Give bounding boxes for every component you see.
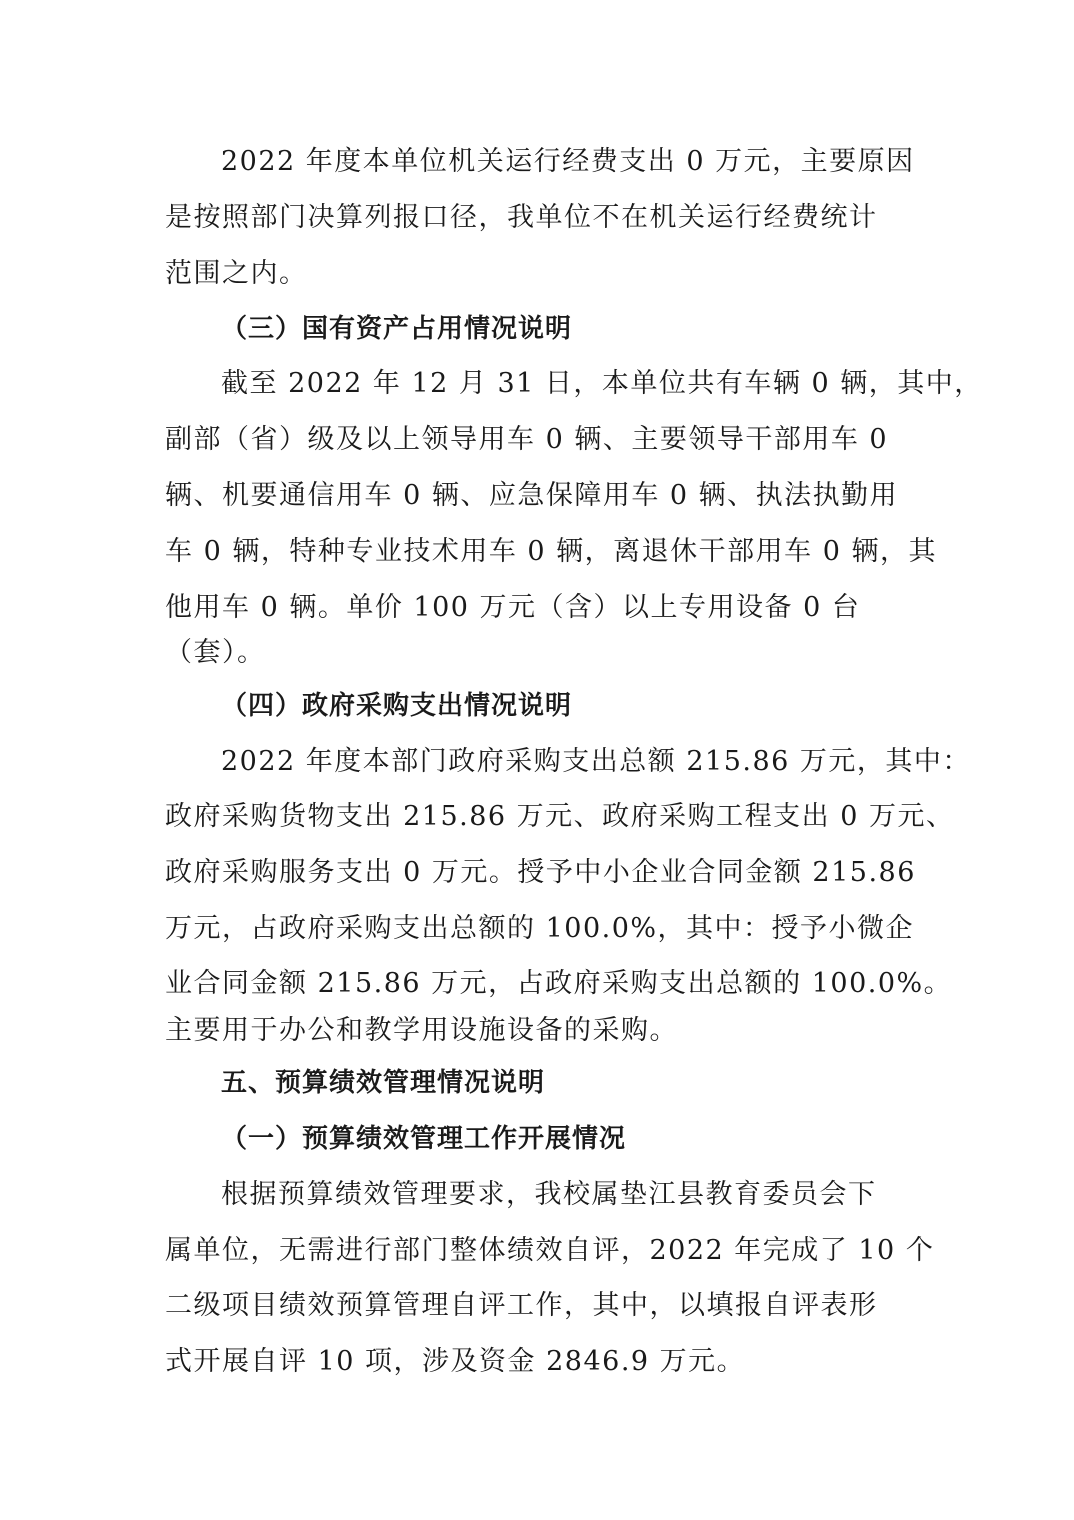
para-line: 辆、机要通信用车 0 辆、应急保障用车 0 辆、执法执勤用 bbox=[165, 480, 899, 511]
para-line: 根据预算绩效管理要求，我校属垫江县教育委员会下 bbox=[221, 1179, 877, 1210]
para-line: 副部（省）级及以上领导用车 0 辆、主要领导干部用车 0 bbox=[165, 424, 889, 455]
para-line: 政府采购货物支出 215.86 万元、政府采购工程支出 0 万元、 bbox=[165, 801, 955, 832]
para-line: 万元，占政府采购支出总额的 100.0%，其中：授予小微企 bbox=[165, 913, 915, 944]
para-line: 业合同金额 215.86 万元，占政府采购支出总额的 100.0%。 bbox=[165, 968, 953, 999]
para-line: 属单位，无需进行部门整体绩效自评，2022 年完成了 10 个 bbox=[165, 1235, 935, 1266]
para-line: （套）。 bbox=[165, 637, 266, 668]
para-line: 范围之内。 bbox=[165, 258, 308, 289]
para-line: 是按照部门决算列报口径，我单位不在机关运行经费统计 bbox=[165, 202, 878, 233]
para-line: 主要用于办公和教学用设施设备的采购。 bbox=[165, 1015, 678, 1046]
para-line: 政府采购服务支出 0 万元。授予中小企业合同金额 215.86 bbox=[165, 857, 916, 888]
para-line: 车 0 辆，特种专业技术用车 0 辆，离退休干部用车 0 辆，其 bbox=[165, 536, 938, 567]
para-line: 他用车 0 辆。单价 100 万元（含）以上专用设备 0 台 bbox=[165, 592, 861, 623]
section-heading-5: 五、预算绩效管理情况说明 bbox=[221, 1068, 546, 1098]
para-line: 2022 年度本部门政府采购支出总额 215.86 万元，其中： bbox=[221, 746, 971, 777]
para-line: 二级项目绩效预算管理自评工作，其中，以填报自评表形 bbox=[165, 1290, 878, 1321]
section-heading-4: （四）政府采购支出情况说明 bbox=[221, 691, 573, 721]
para-line: 截至 2022 年 12 月 31 日，本单位共有车辆 0 辆，其中， bbox=[221, 368, 983, 399]
section-heading-3: （三）国有资产占用情况说明 bbox=[221, 314, 573, 344]
para-line: 式开展自评 10 项，涉及资金 2846.9 万元。 bbox=[165, 1346, 746, 1377]
para-line: 2022 年度本单位机关运行经费支出 0 万元，主要原因 bbox=[221, 146, 915, 177]
section-heading-5-1: （一）预算绩效管理工作开展情况 bbox=[221, 1124, 627, 1154]
